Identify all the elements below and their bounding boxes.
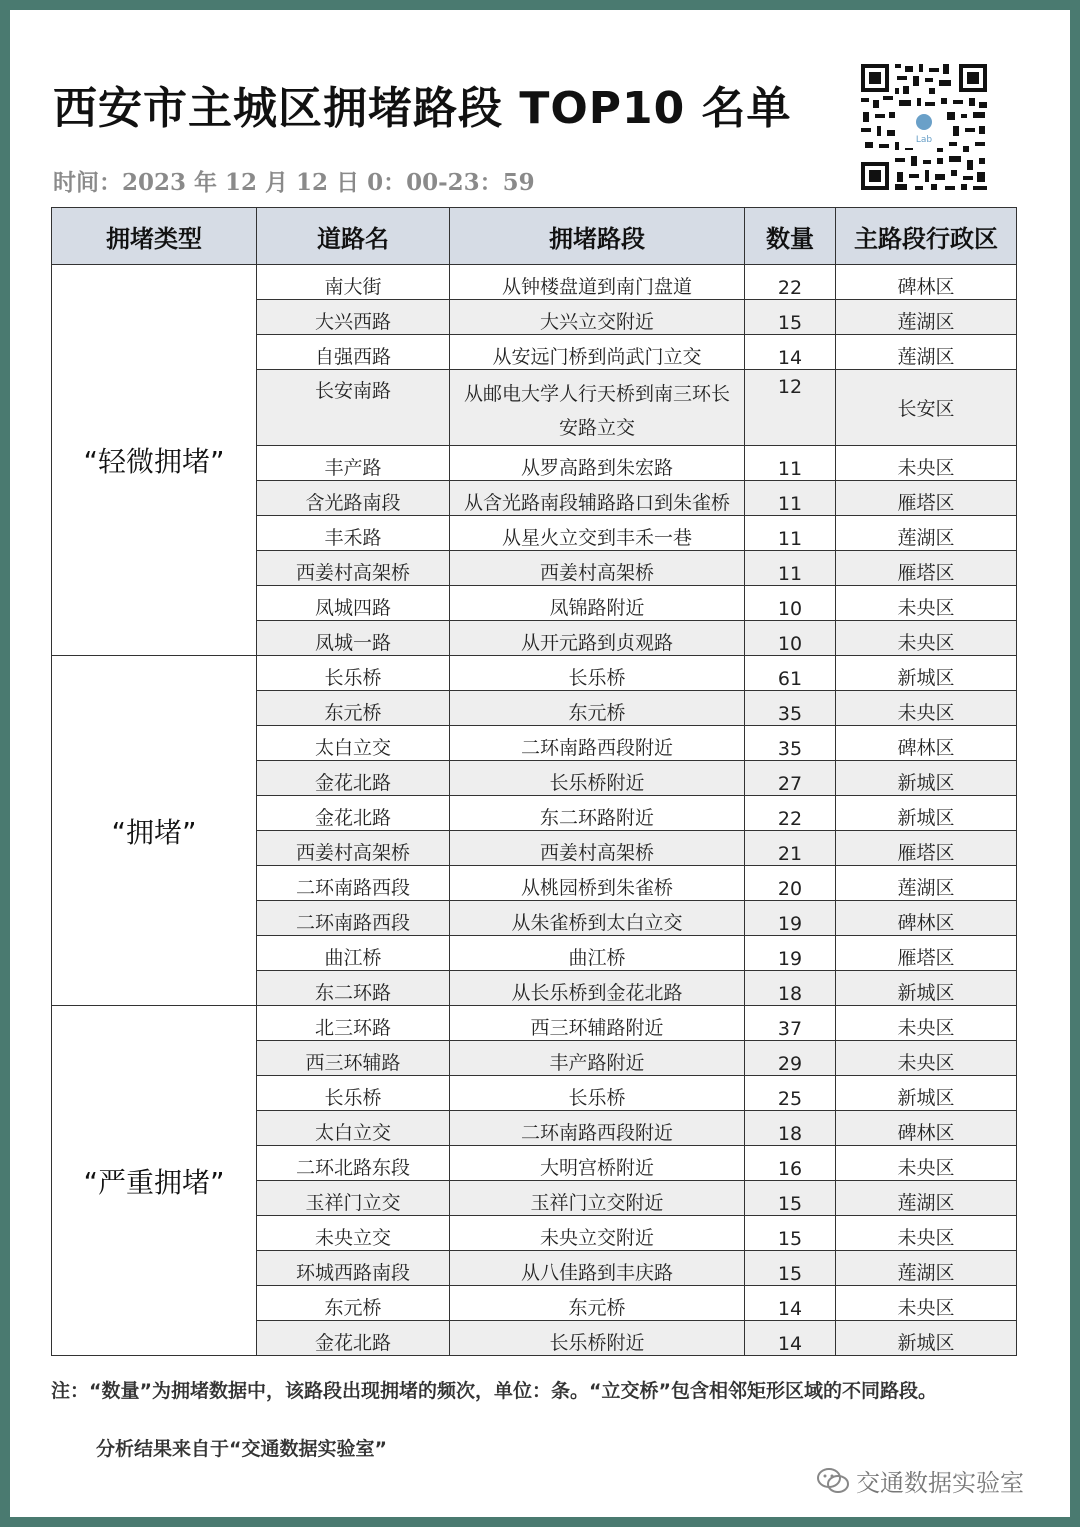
qr-code[interactable] <box>859 62 989 192</box>
segment-cell: 长乐桥 <box>450 656 745 691</box>
district-cell: 未央区 <box>836 446 1017 481</box>
district-cell: 未央区 <box>836 1006 1017 1041</box>
table-row <box>52 265 1017 300</box>
count-cell: 27 <box>745 761 836 796</box>
road-cell: 丰产路 <box>257 446 450 481</box>
district-cell: 新城区 <box>836 971 1017 1006</box>
district-cell: 未央区 <box>836 1041 1017 1076</box>
segment-cell: 丰产路附近 <box>450 1041 745 1076</box>
district-cell: 未央区 <box>836 691 1017 726</box>
congestion-table <box>51 207 1017 1356</box>
count-cell: 61 <box>745 656 836 691</box>
road-cell: 东二环路 <box>257 971 450 1006</box>
count-cell: 18 <box>745 971 836 1006</box>
district-cell: 未央区 <box>836 1216 1017 1251</box>
header-segment: 拥堵路段 <box>450 208 745 265</box>
table-row <box>52 656 1017 691</box>
segment-cell: 从长乐桥到金花北路 <box>450 971 745 1006</box>
segment-cell: 从开元路到贞观路 <box>450 621 745 656</box>
road-cell: 二环南路西段 <box>257 866 450 901</box>
wechat-icon <box>816 1467 850 1495</box>
header-type: 拥堵类型 <box>52 208 257 265</box>
count-cell: 22 <box>745 796 836 831</box>
segment-cell: 大明宫桥附近 <box>450 1146 745 1181</box>
count-cell: 10 <box>745 586 836 621</box>
segment-line-2: 安路立交 <box>558 417 635 439</box>
district-cell: 新城区 <box>836 761 1017 796</box>
district-cell: 新城区 <box>836 1076 1017 1111</box>
header-road: 道路名 <box>257 208 450 265</box>
segment-cell: 从星火立交到丰禾一巷 <box>450 516 745 551</box>
count-cell: 11 <box>745 481 836 516</box>
segment-cell: 玉祥门立交附近 <box>450 1181 745 1216</box>
district-cell: 新城区 <box>836 796 1017 831</box>
watermark <box>816 1463 1024 1498</box>
road-cell: 环城西路南段 <box>257 1251 450 1286</box>
segment-line-1: 从邮电大学人行天桥到南三环长 <box>463 383 730 405</box>
district-cell: 雁塔区 <box>836 551 1017 586</box>
table-header-row <box>52 208 1017 265</box>
road-cell: 二环北路东段 <box>257 1146 450 1181</box>
road-cell: 含光路南段 <box>257 481 450 516</box>
segment-cell <box>450 370 745 446</box>
segment-cell: 东二环路附近 <box>450 796 745 831</box>
road-cell: 西姜村高架桥 <box>257 831 450 866</box>
district-cell: 莲湖区 <box>836 1181 1017 1216</box>
header-count: 数量 <box>745 208 836 265</box>
segment-cell: 西三环辅路附近 <box>450 1006 745 1041</box>
count-cell: 14 <box>745 335 836 370</box>
road-cell: 东元桥 <box>257 1286 450 1321</box>
time-range: 时间：2023 年 12 月 12 日 0：00-23：59 <box>53 169 535 196</box>
district-cell: 莲湖区 <box>836 300 1017 335</box>
district-cell: 碑林区 <box>836 726 1017 761</box>
road-cell: 南大街 <box>257 265 450 300</box>
count-cell: 11 <box>745 516 836 551</box>
segment-cell: 大兴立交附近 <box>450 300 745 335</box>
count-cell: 16 <box>745 1146 836 1181</box>
count-cell: 18 <box>745 1111 836 1146</box>
count-cell: 12 <box>745 370 836 446</box>
road-cell: 未央立交 <box>257 1216 450 1251</box>
road-cell: 曲江桥 <box>257 936 450 971</box>
count-cell: 21 <box>745 831 836 866</box>
district-cell: 碑林区 <box>836 265 1017 300</box>
district-cell: 莲湖区 <box>836 516 1017 551</box>
road-cell: 凤城一路 <box>257 621 450 656</box>
road-cell: 玉祥门立交 <box>257 1181 450 1216</box>
count-cell: 14 <box>745 1321 836 1356</box>
road-cell: 大兴西路 <box>257 300 450 335</box>
count-cell: 37 <box>745 1006 836 1041</box>
segment-cell: 从八佳路到丰庆路 <box>450 1251 745 1286</box>
road-cell: 二环南路西段 <box>257 901 450 936</box>
count-cell: 10 <box>745 621 836 656</box>
road-cell: 长乐桥 <box>257 1076 450 1111</box>
segment-cell: 曲江桥 <box>450 936 745 971</box>
road-cell: 太白立交 <box>257 726 450 761</box>
road-cell: 长安南路 <box>257 370 450 446</box>
road-cell: 金花北路 <box>257 761 450 796</box>
segment-cell: 长乐桥附近 <box>450 1321 745 1356</box>
count-cell: 11 <box>745 551 836 586</box>
segment-cell: 西姜村高架桥 <box>450 831 745 866</box>
district-cell: 未央区 <box>836 1146 1017 1181</box>
district-cell: 未央区 <box>836 586 1017 621</box>
district-cell: 雁塔区 <box>836 481 1017 516</box>
district-cell: 碑林区 <box>836 901 1017 936</box>
segment-cell: 从含光路南段辅路路口到朱雀桥 <box>450 481 745 516</box>
count-cell: 22 <box>745 265 836 300</box>
road-cell: 金花北路 <box>257 796 450 831</box>
header-district: 主路段行政区 <box>836 208 1017 265</box>
district-cell: 未央区 <box>836 1286 1017 1321</box>
district-cell: 碑林区 <box>836 1111 1017 1146</box>
count-cell: 35 <box>745 691 836 726</box>
source-credit: 分析结果来自于“交通数据实验室” <box>96 1438 387 1460</box>
district-cell: 新城区 <box>836 656 1017 691</box>
road-cell: 丰禾路 <box>257 516 450 551</box>
segment-cell: 从钟楼盘道到南门盘道 <box>450 265 745 300</box>
qr-logo-text: Lab <box>915 135 933 145</box>
district-cell: 莲湖区 <box>836 335 1017 370</box>
segment-cell: 未央立交附近 <box>450 1216 745 1251</box>
district-cell: 雁塔区 <box>836 831 1017 866</box>
segment-cell: 东元桥 <box>450 1286 745 1321</box>
table-row <box>52 1006 1017 1041</box>
count-cell: 25 <box>745 1076 836 1111</box>
road-cell: 长乐桥 <box>257 656 450 691</box>
road-cell: 金花北路 <box>257 1321 450 1356</box>
segment-cell: 长乐桥 <box>450 1076 745 1111</box>
count-cell: 15 <box>745 1251 836 1286</box>
count-cell: 19 <box>745 936 836 971</box>
category-cell: “轻微拥堵” <box>52 265 257 656</box>
road-cell: 西三环辅路 <box>257 1041 450 1076</box>
segment-cell: 凤锦路附近 <box>450 586 745 621</box>
district-cell: 莲湖区 <box>836 1251 1017 1286</box>
document-page <box>10 10 1070 1517</box>
road-cell: 凤城四路 <box>257 586 450 621</box>
count-cell: 14 <box>745 1286 836 1321</box>
count-cell: 35 <box>745 726 836 761</box>
count-cell: 19 <box>745 901 836 936</box>
segment-cell: 西姜村高架桥 <box>450 551 745 586</box>
footnote: 注：“数量”为拥堵数据中，该路段出现拥堵的频次，单位：条。“立交桥”包含相邻矩形区域的不同路段。 <box>51 1380 937 1402</box>
district-cell: 长安区 <box>836 370 1017 446</box>
count-cell: 29 <box>745 1041 836 1076</box>
count-cell: 11 <box>745 446 836 481</box>
count-cell: 15 <box>745 1216 836 1251</box>
road-cell: 西姜村高架桥 <box>257 551 450 586</box>
segment-cell: 从桃园桥到朱雀桥 <box>450 866 745 901</box>
road-cell: 自强西路 <box>257 335 450 370</box>
category-cell: “严重拥堵” <box>52 1006 257 1356</box>
watermark-text: 交通数据实验室 <box>856 1469 1024 1497</box>
road-cell: 太白立交 <box>257 1111 450 1146</box>
segment-cell: 二环南路西段附近 <box>450 726 745 761</box>
category-cell: “拥堵” <box>52 656 257 1006</box>
segment-cell: 从罗高路到朱宏路 <box>450 446 745 481</box>
segment-cell: 二环南路西段附近 <box>450 1111 745 1146</box>
count-cell: 15 <box>745 300 836 335</box>
district-cell: 未央区 <box>836 621 1017 656</box>
segment-cell: 东元桥 <box>450 691 745 726</box>
segment-cell: 从安远门桥到尚武门立交 <box>450 335 745 370</box>
count-cell: 15 <box>745 1181 836 1216</box>
page-title: 西安市主城区拥堵路段 TOP10 名单 <box>53 83 792 134</box>
count-cell: 20 <box>745 866 836 901</box>
segment-cell: 长乐桥附近 <box>450 761 745 796</box>
district-cell: 雁塔区 <box>836 936 1017 971</box>
road-cell: 东元桥 <box>257 691 450 726</box>
district-cell: 莲湖区 <box>836 866 1017 901</box>
segment-cell: 从朱雀桥到太白立交 <box>450 901 745 936</box>
district-cell: 新城区 <box>836 1321 1017 1356</box>
road-cell: 北三环路 <box>257 1006 450 1041</box>
